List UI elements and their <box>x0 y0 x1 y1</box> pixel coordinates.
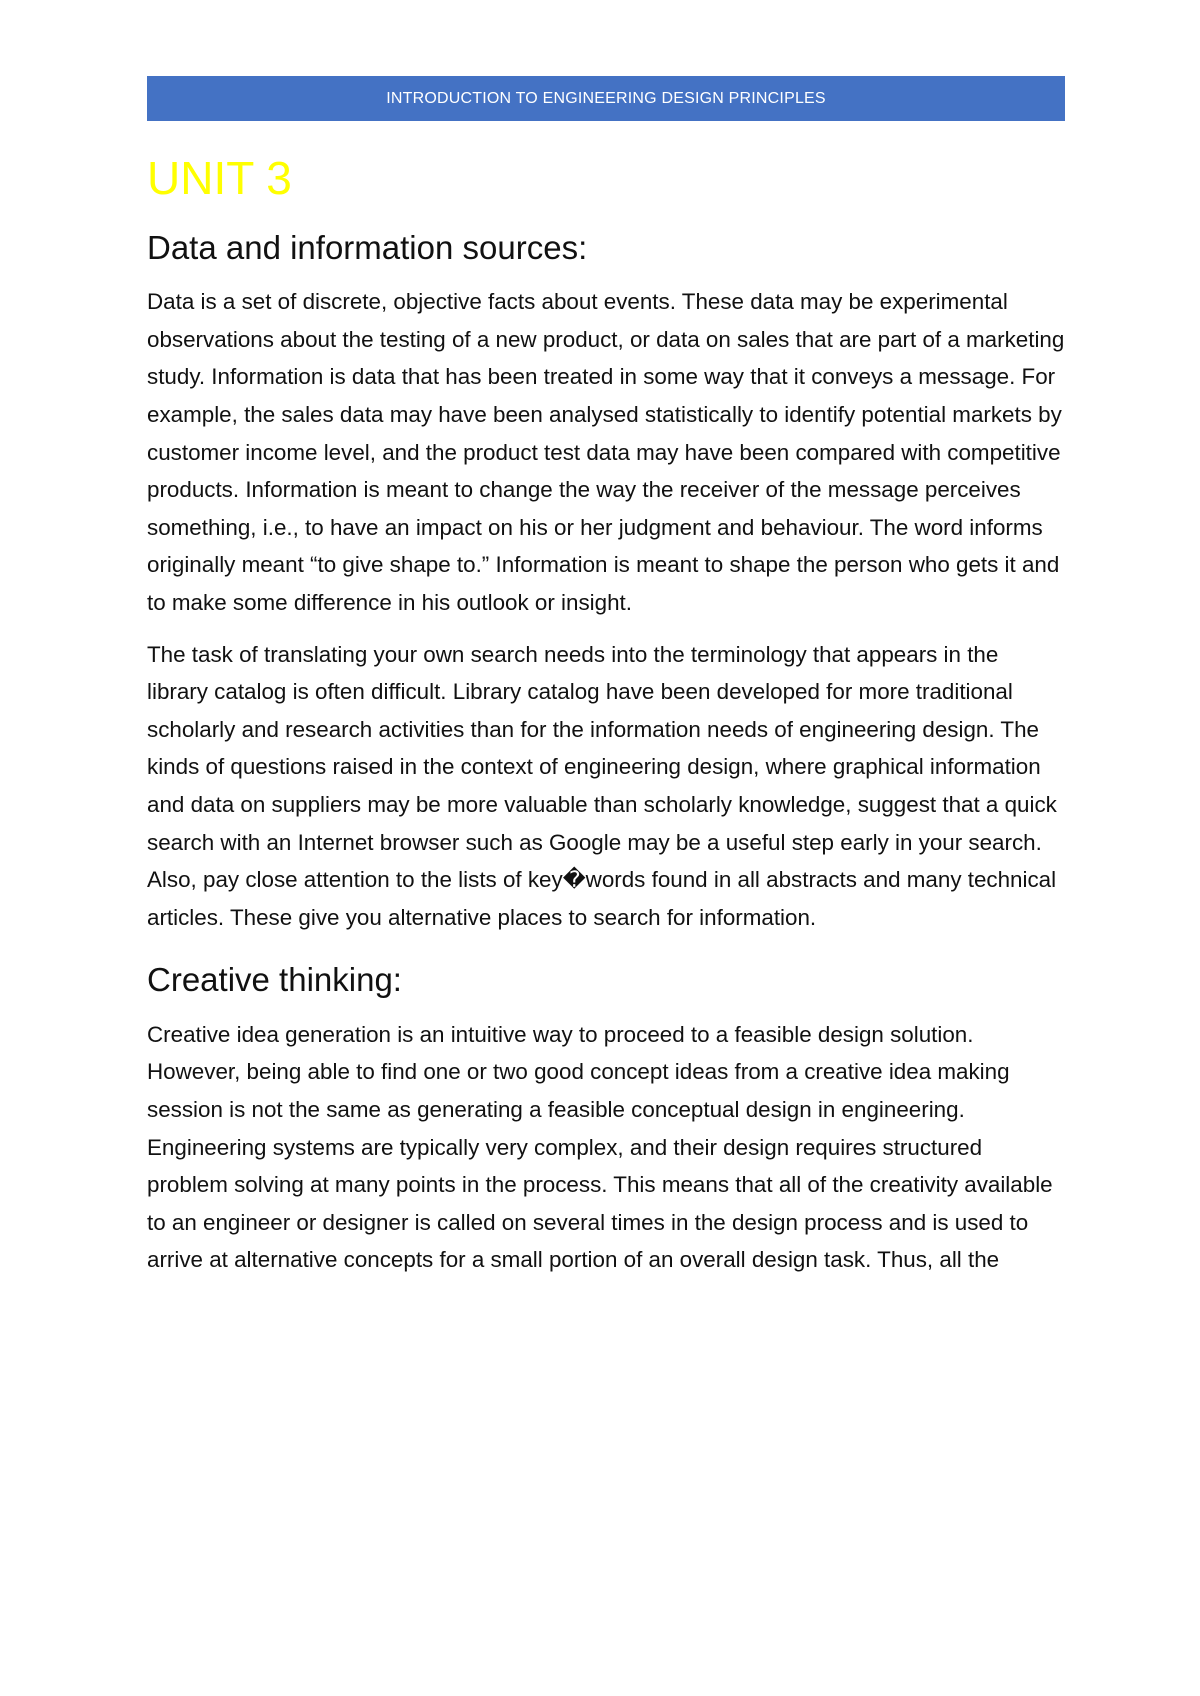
section-heading-data-sources: Data and information sources: <box>147 228 588 266</box>
paragraph: Creative idea generation is an intuitive way to proceed to a feasible design solution. However, being able to find one or two good concept ideas from a creative idea making session is not the same as generating a feasible conceptual design in engineering. Engineering systems are typically very complex, and their design requires structured problem solving at many points in the process. This means that all of the creativity available to an engineer or designer is called on several times in the design process and is used to arrive at alternative concepts for a small portion of an overall design task. Thus, all the <box>147 1021 1053 1273</box>
paragraph: The task of translating your own search needs into the terminology that appears in the library catalog is often difficult. Library catalog have been developed for more traditional scholarly and research activities than for the information needs of engineering design. The kinds of questions raised in the context of engineering design, where graphical information and data on suppliers may be more valuable than scholarly knowledge, suggest that a quick search with an Internet browser such as Google may be a useful step early in your search. Also, pay close attention to the lists of key�words found in all abstracts and many technical articles. These give you alternative places to search for information. <box>147 641 1057 930</box>
document-page <box>147 76 1065 1279</box>
paragraph: Data is a set of discrete, objective facts about events. These data may be experimental observations about the testing of a new product, or data on sales that are part of a marketing study. Information is data that has been treated in some way that it conveys a message. For example, the sales data may have been analysed statistically to identify potential markets by customer income level, and the product test data may have been compared with competitive products. Information is meant to change the way the receiver of the message perceives something, i.e., to have an impact on his or her judgment and behaviour. The word informs originally meant “to give shape to.” Information is meant to shape the person who gets it and to make some difference in his outlook or insight. <box>147 289 1065 615</box>
header-banner <box>147 76 1065 121</box>
header-title: INTRODUCTION TO ENGINEERING DESIGN PRINCIPLES <box>386 89 826 107</box>
section-heading-creative-thinking: Creative thinking: <box>147 961 402 999</box>
unit-title: UNIT 3 <box>147 152 292 204</box>
